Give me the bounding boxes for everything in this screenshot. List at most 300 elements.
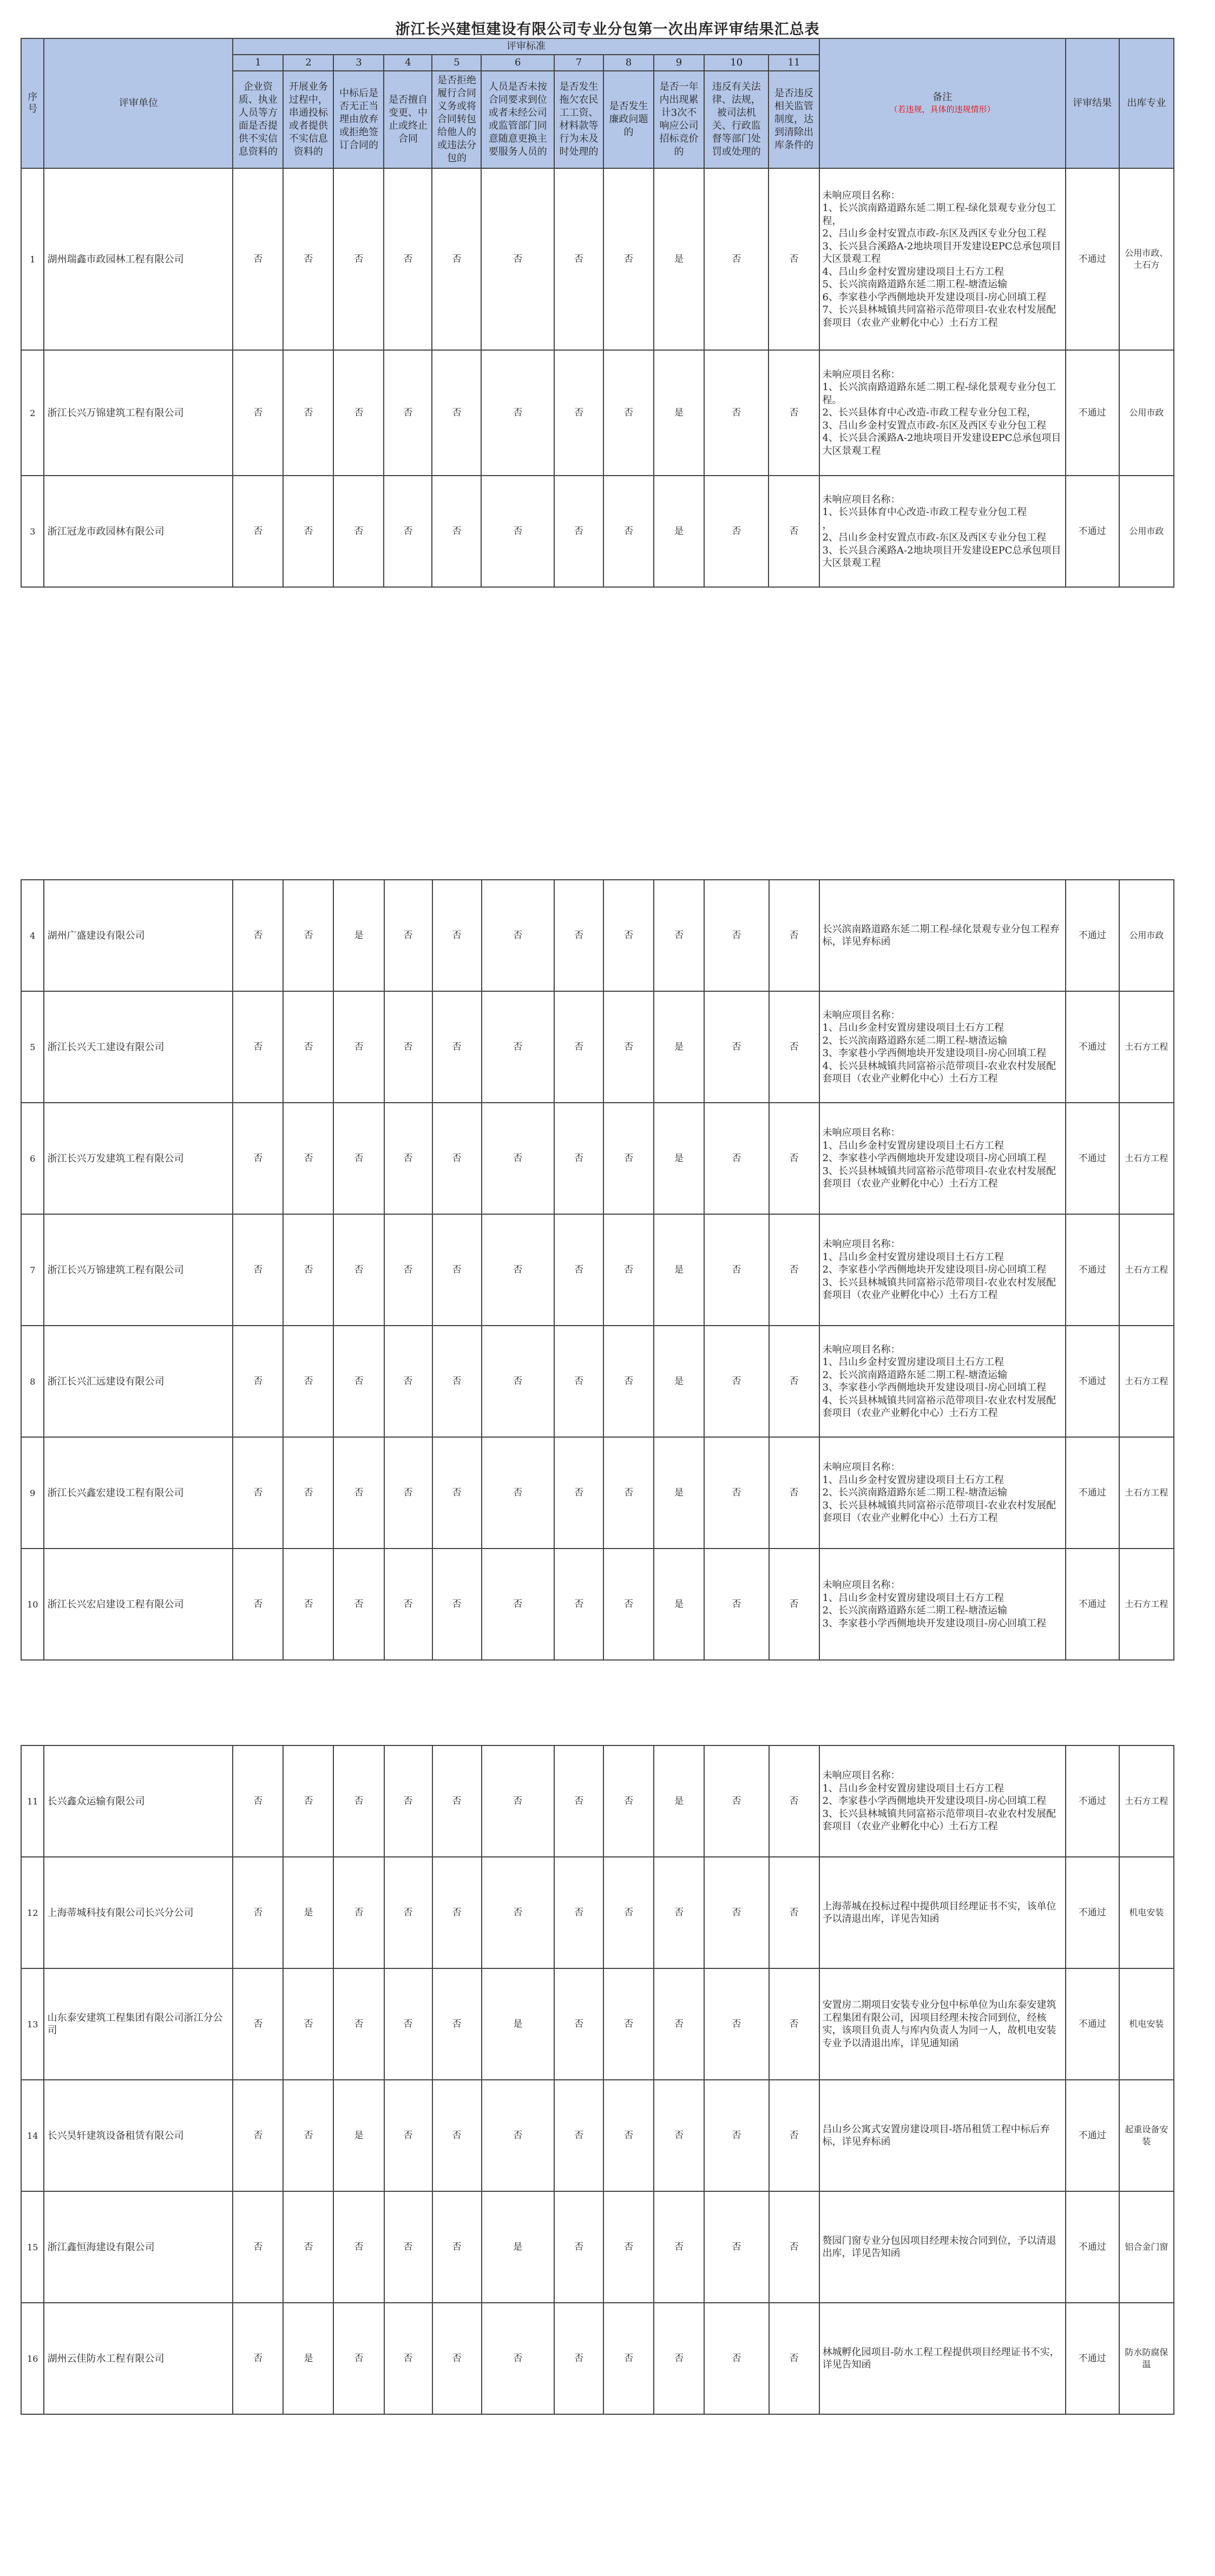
row-seq: 7 <box>21 1214 44 1326</box>
criteria-value: 否 <box>384 1437 432 1549</box>
criteria-value: 否 <box>769 2303 819 2414</box>
criteria-value: 否 <box>704 2191 769 2303</box>
criteria-value: 否 <box>233 1214 283 1326</box>
row-specialty: 土石方工程 <box>1119 1549 1174 1660</box>
criteria-value: 否 <box>654 2191 704 2303</box>
criteria-value: 否 <box>704 2080 769 2191</box>
row-unit: 浙江冠龙市政园林有限公司 <box>44 476 233 587</box>
row-remarks <box>819 1745 1066 1857</box>
remark-line: 3、李家巷小学西侧地块开发建设项目-房心回填工程 <box>822 1617 1047 1629</box>
criteria-value: 否 <box>384 2191 432 2303</box>
criteria-value: 否 <box>769 1437 819 1549</box>
criteria-text: 开展业务过程中，串通投标或者提供不实信息资料的 <box>283 71 333 168</box>
remark-line: 2、吕山乡金村安置点市政-东区及西区专业分包工程 <box>822 228 1047 240</box>
row-specialty: 土石方工程 <box>1119 1437 1174 1549</box>
criteria-value: 否 <box>554 2191 603 2303</box>
remark-line: 1、吕山乡金村安置房建设项目土石方工程 <box>822 1782 1004 1794</box>
criteria-value: 否 <box>384 2080 432 2191</box>
criteria-value: 否 <box>283 991 333 1103</box>
remark-line: 7、长兴县林城镇共同富裕示范带项目-农业农村发展配套项目（农业产业孵化中心）土石方工程 <box>822 304 1056 328</box>
criteria-value: 否 <box>603 2191 654 2303</box>
row-seq: 4 <box>21 880 44 991</box>
criteria-value: 否 <box>704 1857 769 1968</box>
criteria-value: 否 <box>554 1326 603 1437</box>
row-specialty: 土石方工程 <box>1119 1326 1174 1437</box>
criteria-value: 否 <box>769 1214 819 1326</box>
row-specialty: 防水防腐保温 <box>1119 2303 1174 2414</box>
criteria-number: 11 <box>769 55 819 71</box>
row-result: 不通过 <box>1066 350 1119 476</box>
criteria-number: 10 <box>704 55 769 71</box>
criteria-value: 否 <box>482 880 555 991</box>
remark-line: 2、吕山乡金村安置点市政-东区及西区专业分包工程 <box>822 532 1047 543</box>
criteria-value: 否 <box>603 1549 654 1660</box>
table-row <box>21 1745 1174 1857</box>
criteria-value: 否 <box>333 1103 384 1214</box>
criteria-text: 是否发生廉政问题的 <box>603 71 654 168</box>
remark-line: 2、长兴滨南路道路东延二期工程-塘渣运输 <box>822 1487 1008 1499</box>
row-result: 不通过 <box>1066 476 1119 587</box>
criteria-value: 否 <box>333 1968 384 2080</box>
row-unit: 浙江长兴万发建筑工程有限公司 <box>44 1103 233 1214</box>
remark-line: 2、长兴滨南路道路东延二期工程-塘渣运输 <box>822 1605 1008 1616</box>
criteria-number: 1 <box>233 55 283 71</box>
row-seq: 16 <box>21 2303 44 2414</box>
row-unit: 山东泰安建筑工程集团有限公司浙江分公司 <box>44 1968 233 2080</box>
criteria-value: 否 <box>384 476 432 587</box>
remark-line: 3、李家巷小学西侧地块开发建设项目-房心回填工程 <box>822 1382 1047 1393</box>
table-row <box>21 1968 1174 2080</box>
criteria-text: 人员是否未按合同要求到位或者未经公司或监管部门同意随意更换主要服务人员的 <box>481 71 554 168</box>
row-remarks <box>819 880 1066 991</box>
criteria-value: 否 <box>704 1214 769 1326</box>
criteria-value: 否 <box>603 880 654 991</box>
remark-line: 安置房二期项目安装专业分包中标单位为山东泰安建筑工程集团有限公司，因项目经理未按合同到位，经核实，该项目负责人与库内负责人为同一人，故机电安装专业予以清退出库，详见通知函 <box>822 1999 1056 2049</box>
criteria-value: 否 <box>554 880 603 991</box>
row-result: 不通过 <box>1066 1745 1119 1857</box>
criteria-value: 否 <box>704 350 769 476</box>
criteria-value: 否 <box>704 1549 769 1660</box>
criteria-value: 否 <box>233 1968 283 2080</box>
criteria-value: 否 <box>384 1549 432 1660</box>
table-row <box>21 1103 1174 1214</box>
row-unit: 浙江长兴鑫宏建设工程有限公司 <box>44 1437 233 1549</box>
criteria-value: 是 <box>482 2191 555 2303</box>
criteria-value: 否 <box>554 1745 603 1857</box>
criteria-value: 是 <box>654 1103 704 1214</box>
criteria-value: 否 <box>233 476 283 587</box>
criteria-value: 否 <box>554 1103 603 1214</box>
row-remarks <box>819 1549 1066 1660</box>
criteria-value: 否 <box>432 1968 482 2080</box>
criteria-value: 否 <box>384 1745 432 1857</box>
criteria-value: 否 <box>384 1968 432 2080</box>
row-remarks <box>819 991 1066 1103</box>
criteria-value: 否 <box>432 1214 482 1326</box>
row-result: 不通过 <box>1066 1968 1119 2080</box>
criteria-value: 否 <box>554 1968 603 2080</box>
remark-line: 4、吕山乡金村安置房建设项目土石方工程 <box>822 266 1004 278</box>
criteria-value: 否 <box>554 1857 603 1968</box>
row-specialty: 起重设备安装 <box>1119 2080 1174 2191</box>
criteria-value: 否 <box>333 1745 384 1857</box>
criteria-value: 是 <box>333 880 384 991</box>
remark-line: 未响应项目名称： <box>822 493 901 505</box>
remark-line: 1、吕山乡金村安置房建设项目土石方工程 <box>822 1474 1004 1486</box>
remark-line: 1、吕山乡金村安置房建设项目土石方工程 <box>822 1139 1004 1151</box>
row-result: 不通过 <box>1066 1549 1119 1660</box>
criteria-value: 否 <box>482 1103 555 1214</box>
criteria-value: 否 <box>603 1214 654 1326</box>
row-unit: 浙江鑫恒海建设有限公司 <box>44 2191 233 2303</box>
row-specialty: 土石方工程 <box>1119 1214 1174 1326</box>
table-row <box>21 2080 1174 2191</box>
row-seq: 13 <box>21 1968 44 2080</box>
criteria-value: 否 <box>554 991 603 1103</box>
criteria-value: 否 <box>482 1745 555 1857</box>
remark-line: 2、李家巷小学西侧地块开发建设项目-房心回填工程 <box>822 1264 1047 1276</box>
criteria-value: 否 <box>233 1103 283 1214</box>
criteria-value: 否 <box>432 2191 482 2303</box>
criteria-value: 否 <box>333 1549 384 1660</box>
row-result: 不通过 <box>1066 168 1119 350</box>
criteria-number: 2 <box>283 55 333 71</box>
criteria-value: 否 <box>769 880 819 991</box>
criteria-value: 否 <box>554 168 603 350</box>
row-result: 不通过 <box>1066 1103 1119 1214</box>
table-row <box>21 1214 1174 1326</box>
criteria-value: 否 <box>432 476 481 587</box>
criteria-value: 否 <box>233 880 283 991</box>
criteria-value: 否 <box>432 880 482 991</box>
remark-line: 4、长兴县林城镇共同富裕示范带项目-农业农村发展配套项目（农业产业孵化中心）土石方工程 <box>822 1394 1056 1419</box>
remark-line: 4、长兴县合溪路A-2地块项目开发建设EPC总承包项目大区景观工程 <box>822 432 1061 457</box>
row-unit: 长兴鑫众运输有限公司 <box>44 1745 233 1857</box>
table-row <box>21 476 1174 587</box>
criteria-value: 否 <box>554 350 603 476</box>
row-result: 不通过 <box>1066 2080 1119 2191</box>
criteria-value: 否 <box>432 1549 482 1660</box>
criteria-value: 否 <box>283 1549 333 1660</box>
criteria-value: 否 <box>432 991 482 1103</box>
criteria-value: 否 <box>603 1968 654 2080</box>
row-unit: 浙江长兴天工建设有限公司 <box>44 991 233 1103</box>
header-seq: 序号 <box>21 38 44 168</box>
criteria-value: 否 <box>769 1326 819 1437</box>
criteria-value: 否 <box>554 476 603 587</box>
row-specialty: 土石方工程 <box>1119 1103 1174 1214</box>
row-remarks <box>819 1968 1066 2080</box>
row-unit: 浙江长兴万锦建筑工程有限公司 <box>44 350 233 476</box>
criteria-value: 否 <box>654 1968 704 2080</box>
criteria-value: 是 <box>654 1437 704 1549</box>
criteria-value: 否 <box>233 1549 283 1660</box>
row-remarks <box>819 476 1066 587</box>
criteria-value: 否 <box>333 1857 384 1968</box>
remark-line: 3、吕山乡金村安置点市政-东区及西区专业分包工程 <box>822 419 1047 431</box>
criteria-value: 否 <box>603 1745 654 1857</box>
remark-line: 2、李家巷小学西侧地块开发建设项目-房心回填工程 <box>822 1795 1047 1807</box>
remark-line: 3、长兴县林城镇共同富裕示范带项目-农业农村发展配套项目（农业产业孵化中心）土石方工程 <box>822 1276 1056 1301</box>
criteria-value: 否 <box>432 1437 482 1549</box>
criteria-value: 否 <box>333 1326 384 1437</box>
criteria-value: 是 <box>283 2303 333 2414</box>
criteria-text: 企业资质、执业人员等方面是否提供不实信息资料的 <box>233 71 283 168</box>
criteria-value: 是 <box>654 168 704 350</box>
criteria-value: 否 <box>482 1857 555 1968</box>
remark-line: ， <box>822 519 832 531</box>
criteria-value: 否 <box>233 2080 283 2191</box>
criteria-value: 否 <box>603 350 654 476</box>
criteria-value: 否 <box>769 476 819 587</box>
remark-line: 5、长兴滨南路道路东延二期工程-塘渣运输 <box>822 279 1008 291</box>
criteria-value: 否 <box>432 2080 482 2191</box>
remark-line: 1、吕山乡金村安置房建设项目土石方工程 <box>822 1251 1004 1263</box>
criteria-value: 否 <box>333 1437 384 1549</box>
row-seq: 15 <box>21 2191 44 2303</box>
criteria-value: 否 <box>333 991 384 1103</box>
row-specialty: 公用市政 <box>1119 476 1174 587</box>
criteria-value: 否 <box>283 880 333 991</box>
row-seq: 14 <box>21 2080 44 2191</box>
header-specialty: 出库专业 <box>1119 38 1174 168</box>
criteria-value: 否 <box>233 1326 283 1437</box>
table-row <box>21 168 1174 350</box>
criteria-value: 否 <box>769 991 819 1103</box>
criteria-value: 否 <box>704 1745 769 1857</box>
table-row <box>21 1437 1174 1549</box>
criteria-number: 8 <box>603 55 654 71</box>
criteria-value: 否 <box>603 476 654 587</box>
remark-line: 3、长兴县林城镇共同富裕示范带项目-农业农村发展配套项目（农业产业孵化中心）土石方工程 <box>822 1499 1056 1524</box>
criteria-value: 否 <box>603 168 654 350</box>
remark-line: 1、吕山乡金村安置房建设项目土石方工程 <box>822 1592 1004 1604</box>
row-unit: 长兴昊轩建筑设备租赁有限公司 <box>44 2080 233 2191</box>
criteria-value: 否 <box>481 168 554 350</box>
criteria-value: 否 <box>554 2303 603 2414</box>
criteria-value: 否 <box>603 2080 654 2191</box>
criteria-value: 否 <box>482 2080 555 2191</box>
table-row <box>21 1549 1174 1660</box>
row-specialty: 铝合金门窗 <box>1119 2191 1174 2303</box>
remark-line: 1、吕山乡金村安置房建设项目土石方工程 <box>822 1022 1004 1033</box>
criteria-value: 否 <box>432 1326 482 1437</box>
criteria-value: 否 <box>233 2303 283 2414</box>
row-seq: 12 <box>21 1857 44 1968</box>
criteria-value: 否 <box>384 1103 432 1214</box>
criteria-value: 否 <box>233 350 283 476</box>
remark-line: 吕山乡公寓式安置房建设项目-塔吊租赁工程中标后弃标，详见弃标函 <box>822 2123 1050 2147</box>
criteria-value: 否 <box>384 1326 432 1437</box>
criteria-number: 6 <box>481 55 554 71</box>
criteria-value: 否 <box>769 168 819 350</box>
row-specialty: 机电安装 <box>1119 1968 1174 2080</box>
table-header <box>21 38 1174 168</box>
row-seq: 10 <box>21 1549 44 1660</box>
remark-line: 林城孵化园项目-防水工程工程提供项目经理证书不实，详见告知函 <box>822 2346 1060 2370</box>
row-remarks <box>819 350 1066 476</box>
row-result: 不通过 <box>1066 1437 1119 1549</box>
criteria-value: 否 <box>283 1745 333 1857</box>
row-unit: 湖州瑞鑫市政园林工程有限公司 <box>44 168 233 350</box>
remark-line: 2、长兴滨南路道路东延二期工程-塘渣运输 <box>822 1369 1008 1381</box>
row-remarks <box>819 2303 1066 2414</box>
criteria-value: 否 <box>283 168 333 350</box>
remark-line: 上海蒂城在投标过程中提供项目经理证书不实，该单位予以清退出库，详见告知函 <box>822 1900 1056 1925</box>
criteria-value: 否 <box>432 350 481 476</box>
criteria-number: 9 <box>654 55 704 71</box>
remark-line: 未响应项目名称： <box>822 1127 901 1139</box>
remark-line: 未响应项目名称： <box>822 368 901 380</box>
criteria-value: 否 <box>704 476 769 587</box>
criteria-value: 否 <box>283 2080 333 2191</box>
criteria-value: 否 <box>233 1857 283 1968</box>
criteria-value: 否 <box>432 1745 482 1857</box>
criteria-value: 否 <box>384 1857 432 1968</box>
criteria-value: 是 <box>283 1857 333 1968</box>
criteria-value: 否 <box>384 991 432 1103</box>
criteria-value: 是 <box>654 991 704 1103</box>
criteria-value: 否 <box>704 1968 769 2080</box>
criteria-value: 否 <box>283 2191 333 2303</box>
row-specialty: 土石方工程 <box>1119 991 1174 1103</box>
criteria-value: 是 <box>654 1745 704 1857</box>
remark-line: 1、长兴滨南路道路东延二期工程-绿化景观专业分包工程。 <box>822 381 1056 406</box>
criteria-value: 否 <box>769 2191 819 2303</box>
row-result: 不通过 <box>1066 1214 1119 1326</box>
criteria-value: 否 <box>482 1437 555 1549</box>
criteria-value: 否 <box>233 2191 283 2303</box>
header-remarks-sub: （若违规，具体的违规情形） <box>889 104 995 114</box>
remark-line: 2、李家巷小学西侧地块开发建设项目-房心回填工程 <box>822 1152 1047 1164</box>
criteria-value: 否 <box>603 2303 654 2414</box>
remark-line: 未响应项目名称： <box>822 1238 901 1250</box>
criteria-value: 否 <box>704 1103 769 1214</box>
criteria-value: 否 <box>333 476 384 587</box>
criteria-text: 是否一年内出现累计3次不响应公司招标竞价的 <box>654 71 704 168</box>
header-unit: 评审单位 <box>44 38 233 168</box>
criteria-value: 否 <box>384 350 432 476</box>
criteria-value: 否 <box>554 1214 603 1326</box>
remark-line: 1、长兴县体育中心改造-市政工程专业分包工程 <box>822 506 1027 518</box>
row-result: 不通过 <box>1066 1857 1119 1968</box>
criteria-value: 否 <box>769 1968 819 2080</box>
row-remarks <box>819 2080 1066 2191</box>
criteria-value: 否 <box>769 1745 819 1857</box>
remark-line: 4、长兴县林城镇共同富裕示范带项目-农业农村发展配套项目（农业产业孵化中心）土石方工程 <box>822 1060 1056 1084</box>
row-seq: 2 <box>21 350 44 476</box>
row-specialty: 土石方工程 <box>1119 1745 1174 1857</box>
row-seq: 5 <box>21 991 44 1103</box>
criteria-value: 否 <box>283 350 333 476</box>
row-unit: 湖州广盛建设有限公司 <box>44 880 233 991</box>
table-row <box>21 1326 1174 1437</box>
row-seq: 11 <box>21 1745 44 1857</box>
criteria-number: 5 <box>432 55 481 71</box>
criteria-value: 否 <box>704 168 769 350</box>
criteria-value: 否 <box>769 2080 819 2191</box>
remark-line: 2、长兴滨南路道路东延二期工程-塘渣运输 <box>822 1035 1008 1046</box>
row-result: 不通过 <box>1066 1326 1119 1437</box>
row-remarks <box>819 168 1066 350</box>
remark-line: 未响应项目名称： <box>822 1009 901 1021</box>
criteria-value: 否 <box>769 1103 819 1214</box>
criteria-value: 否 <box>482 1549 555 1660</box>
row-specialty: 机电安装 <box>1119 1857 1174 1968</box>
criteria-value: 否 <box>481 350 554 476</box>
criteria-value: 否 <box>283 1214 333 1326</box>
criteria-text: 违反有关法律、法规，被司法机关、行政监督等部门处罚或处理的 <box>704 71 769 168</box>
criteria-value: 否 <box>603 1103 654 1214</box>
criteria-value: 否 <box>554 1437 603 1549</box>
criteria-value: 否 <box>603 991 654 1103</box>
header-criteria-group: 评审标准 <box>233 38 819 55</box>
row-specialty: 公用市政 <box>1119 350 1174 476</box>
criteria-value: 是 <box>654 1326 704 1437</box>
criteria-value: 是 <box>654 1214 704 1326</box>
criteria-value: 否 <box>333 168 384 350</box>
table-row <box>21 880 1174 991</box>
criteria-value: 否 <box>704 880 769 991</box>
result-table-part-1 <box>21 38 1174 588</box>
criteria-value: 否 <box>769 350 819 476</box>
row-unit: 上海蒂城科技有限公司长兴分公司 <box>44 1857 233 1968</box>
criteria-value: 是 <box>482 1968 555 2080</box>
criteria-value: 否 <box>769 1549 819 1660</box>
page-title: 浙江长兴建恒建设有限公司专业分包第一次出库评审结果汇总表 <box>395 21 820 38</box>
criteria-value: 否 <box>283 1326 333 1437</box>
criteria-value: 否 <box>654 2303 704 2414</box>
criteria-value: 否 <box>283 1103 333 1214</box>
row-remarks <box>819 1214 1066 1326</box>
criteria-value: 否 <box>333 2191 384 2303</box>
criteria-value: 是 <box>333 2080 384 2191</box>
criteria-value: 是 <box>654 476 704 587</box>
criteria-value: 否 <box>704 1326 769 1437</box>
criteria-value: 否 <box>654 1857 704 1968</box>
criteria-value: 否 <box>283 1437 333 1549</box>
row-seq: 6 <box>21 1103 44 1214</box>
row-remarks <box>819 1103 1066 1214</box>
criteria-number: 7 <box>554 55 603 71</box>
criteria-value: 否 <box>482 1326 555 1437</box>
criteria-value: 否 <box>704 1437 769 1549</box>
criteria-number: 4 <box>384 55 432 71</box>
criteria-value: 是 <box>654 1549 704 1660</box>
row-result: 不通过 <box>1066 2303 1119 2414</box>
criteria-text: 是否擅自变更、中止或终止合同 <box>384 71 432 168</box>
remark-line: 3、长兴县林城镇共同富裕示范带项目-农业农村发展配套项目（农业产业孵化中心）土石方工程 <box>822 1808 1056 1833</box>
criteria-value: 否 <box>704 2303 769 2414</box>
criteria-text: 是否违反相关监管制度，达到清除出库条件的 <box>769 71 819 168</box>
criteria-value: 是 <box>654 350 704 476</box>
remark-line: 未响应项目名称： <box>822 1770 901 1782</box>
criteria-value: 否 <box>333 2303 384 2414</box>
remark-line: 2、长兴县体育中心改造-市政工程专业分包工程， <box>822 407 1037 419</box>
remark-line: 未响应项目名称： <box>822 1461 901 1473</box>
remark-line: 未响应项目名称： <box>822 1579 901 1591</box>
criteria-value: 否 <box>654 2080 704 2191</box>
header-remarks: 备注 （若违规，具体的违规情形） <box>819 38 1066 168</box>
criteria-value: 否 <box>233 168 283 350</box>
remark-line: 1、长兴滨南路道路东延二期工程-绿化景观专业分包工程， <box>822 202 1056 227</box>
criteria-value: 否 <box>481 476 554 587</box>
row-result: 不通过 <box>1066 991 1119 1103</box>
criteria-value: 否 <box>432 1103 482 1214</box>
row-specialty: 公用市政 <box>1119 880 1174 991</box>
criteria-value: 否 <box>333 350 384 476</box>
row-seq: 9 <box>21 1437 44 1549</box>
